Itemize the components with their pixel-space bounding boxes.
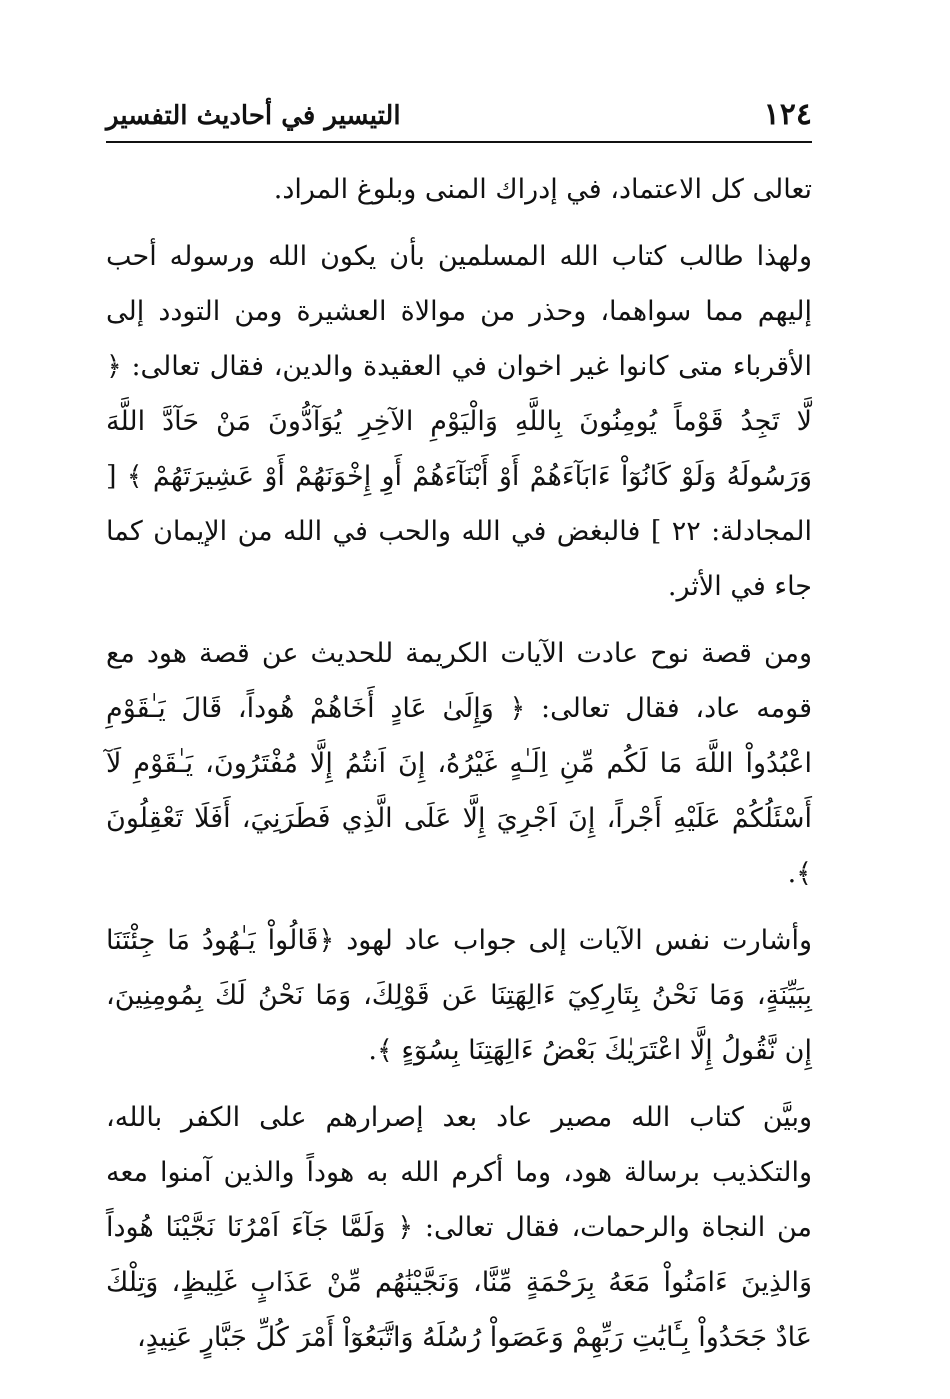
paragraph-5: وبيَّن كتاب الله مصير عاد بعد إصرارهم على الكفر بالله، والتكذيب برسالة هود، وما أكرم الله به هوداً والذين آمنوا معه من النجاة والرحمات، فقال تعالى: ﴿ وَلَمَّا جَآءَ اَمْرُنَا نَجَّيْنَا هُوداً وَالذِينَ ءَامَنُواْ مَعَهُ بِرَحْمَةٍ مِّنَّا، وَنَجَّيْنَٰهُم مِّنْ عَذَابٍ غَلِيظٍ، وَتِلْكَ عَادٌ جَحَدُواْ بِـَٔايَٰتِ رَبِّهِمْ وَعَصَواْ رُسُلَهُ وَاتَّبَعُوٓاْ أَمْرَ كُلِّ جَبَّارٍ عَنِيدٍ، [106, 1102, 813, 1353]
page-header [106, 96, 812, 136]
paragraph-3: ومن قصة نوح عادت الآيات الكريمة للحديث عن قصة هود مع قومه عاد، فقال تعالى: ﴿ وَإِلَىٰ عَادٍ أَخَاهُمْ هُوداً، قَالَ يَـٰقَوْمِ اعْبُدُواْ اللَّهَ مَا لَكُم مِّنِ اِلَـٰهٍ غَيْرُهُ، إِنَ اَنتُمُ إِلَّا مُفْتَرُونَ، يَـٰقَوْمِ لَآ أَسْئَلُكُمْ عَلَيْهِ أَجْراً، إِنَ اَجْرِيَ إِلَّا عَلَى الَّذِي فَطَرَنِيَ، أَفَلَا تَعْقِلُونَ ﴾. [106, 638, 812, 889]
page-number: ١٢٤ [763, 97, 812, 132]
header-rule [106, 141, 812, 143]
paragraph-1: تعالى كل الاعتماد، في إدراك المنى وبلوغ المراد. [273, 174, 812, 205]
running-title: التيسير في أحاديث التفسير [106, 101, 401, 131]
paragraph-2: ولهذا طالب كتاب الله المسلمين بأن يكون الله ورسوله أحب إليهم مما سواهما، وحذر من موالاة العشيرة ومن التودد إلى الأقرباء متى كانوا غير اخوان في العقيدة والدين، فقال تعالى: ﴿ لَّا تَجِدُ قَوْماً يُومِنُونَ بِاللَّهِ وَالْيَوْمِ الآخِرِ يُوَآدُّونَ مَنْ حَآدَّ اللَّهَ وَرَسُولَهُ وَلَوْ كَانُوٓاْ ءَابَآءَهُمْ أَوْ أَبْنَآءَهُمْ أَوِ إِخْوَنَهُمْ أَوْ عَشِيرَتَهُمْ ﴾ [ المجادلة: ٢٢ ] فالبغض في الله والحب في الله من الإيمان كما جاء في الأثر. [106, 241, 812, 602]
body-text [106, 162, 812, 1365]
paragraph-4: وأشارت نفس الآيات إلى جواب عاد لهود ﴿قَالُواْ يَـٰهُودُ مَا جِئْتَنَا بِبَيِّنَةٍ، وَمَا نَحْنُ بِتَارِكِيٓ ءَالِهَتِنَا عَن قَوْلِكَ، وَمَا نَحْنُ لَكَ بِمُومِنِينَ، إِن نَّقُولُ إِلَّا اعْتَرَيٰكَ بَعْضُ ءَالِهَتِنَا بِسُوٓءٍ ﴾. [106, 925, 812, 1066]
